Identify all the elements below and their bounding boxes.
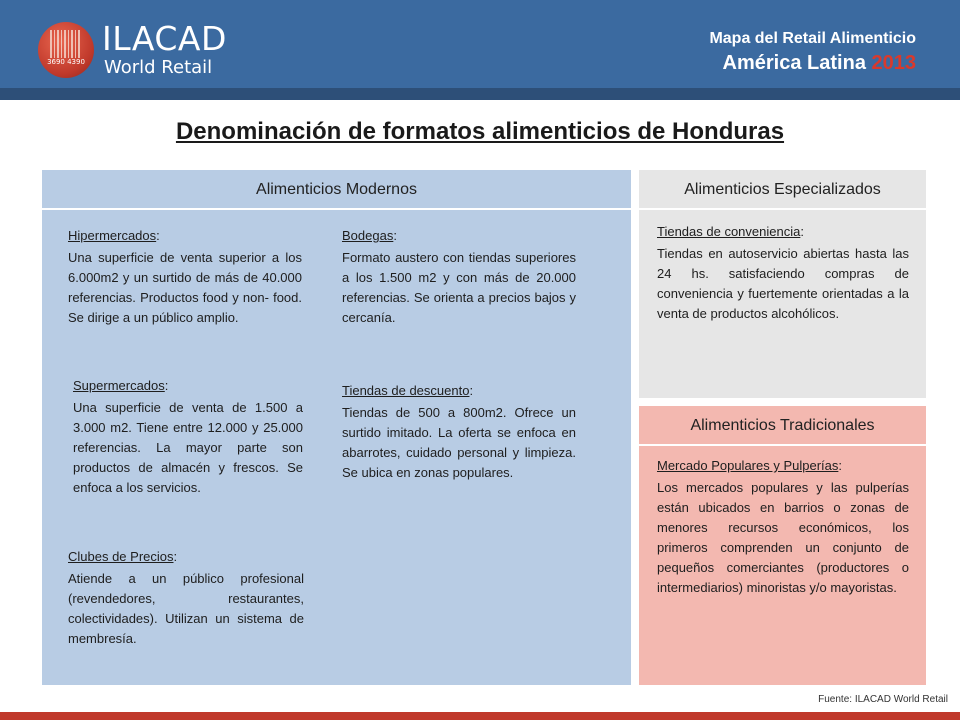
logo-subtitle: World Retail [104, 57, 213, 78]
bodegas-title: Bodegas: [342, 228, 397, 243]
block-bodegas [342, 226, 576, 328]
bodegas-text: Formato austero con tiendas superiores a los 1.500 m2 y con más de 20.000 referencias. Se orienta a precios bajos y cercanía. [342, 250, 576, 325]
tiendas-descuento-title: Tiendas de descuento: [342, 383, 474, 398]
header-bar [0, 0, 960, 92]
clubes-precios-text: Atiende a un público profesional (revendedores, restaurantes, colectividades). Utilizan un sistema de membresía. [68, 571, 304, 646]
header-title-line2 [709, 50, 916, 76]
footer-bar [0, 712, 960, 720]
panel-tradicionales-heading: Alimenticios Tradicionales [639, 406, 926, 446]
panel-especializados-heading: Alimenticios Especializados [639, 170, 926, 210]
hipermercados-title: Hipermercados: [68, 228, 160, 243]
header-title-line1: Mapa del Retail Alimenticio [709, 30, 916, 47]
source-note: Fuente: ILACAD World Retail [818, 694, 948, 705]
mercados-populares-title: Mercado Populares y Pulperías: [657, 458, 842, 473]
header-year: 2013 [871, 52, 916, 74]
tiendas-descuento-text: Tiendas de 500 a 800m2. Ofrece un surtido imitado. La oferta se enfoca en abarrotes, cuidado personal y limpieza. Se ubica en zonas populares. [342, 405, 576, 480]
header-divider [0, 88, 960, 100]
supermercados-text: Una superficie de venta de 1.500 a 3.000 m2. Tiene entre 12.000 y 25.000 referencias. La mayor parte son productos de almacén y frescos. Se enfoca a los servicios. [73, 400, 303, 495]
block-tiendas-conveniencia [657, 222, 909, 324]
logo-name: ILACAD [102, 19, 227, 58]
hipermercados-text: Una superficie de venta superior a los 6.000m2 y un surtido de más de 40.000 referencias. Productos food y non- food. Se dirige a un público amplio. [68, 250, 302, 325]
logo-emblem-icon [38, 22, 94, 78]
block-clubes-precios [68, 547, 304, 649]
tiendas-conveniencia-title: Tiendas de conveniencia: [657, 224, 804, 239]
header-title [709, 28, 916, 76]
block-tiendas-descuento [342, 381, 576, 483]
panel-especializados [639, 170, 926, 398]
block-mercados-populares [657, 456, 909, 598]
ilacad-logo [38, 19, 238, 82]
page-title: Denominación de formatos alimenticios de Honduras [175, 118, 785, 145]
logo-code: 3690 4390 [47, 58, 85, 66]
block-hipermercados [68, 226, 302, 328]
mercados-populares-text: Los mercados populares y las pulperías están ubicados en barrios o zonas de menores recursos económicos, los primeros comprenden un conjunto de pequeños comerciantes (productores o intermediarios) minoristas y/o mayoristas. [657, 480, 909, 595]
supermercados-title: Supermercados: [73, 378, 169, 393]
clubes-precios-title: Clubes de Precios: [68, 549, 178, 564]
tiendas-conveniencia-text: Tiendas en autoservicio abiertas hasta las 24 hs. satisfaciendo compras de conveniencia y fuertemente orientadas a la venta de productos alcohólicos. [657, 246, 909, 321]
panel-modernos-heading: Alimenticios Modernos [42, 170, 631, 210]
panel-tradicionales [639, 406, 926, 685]
panel-modernos [42, 170, 631, 685]
header-region: América Latina [722, 52, 866, 74]
block-supermercados [73, 376, 303, 498]
